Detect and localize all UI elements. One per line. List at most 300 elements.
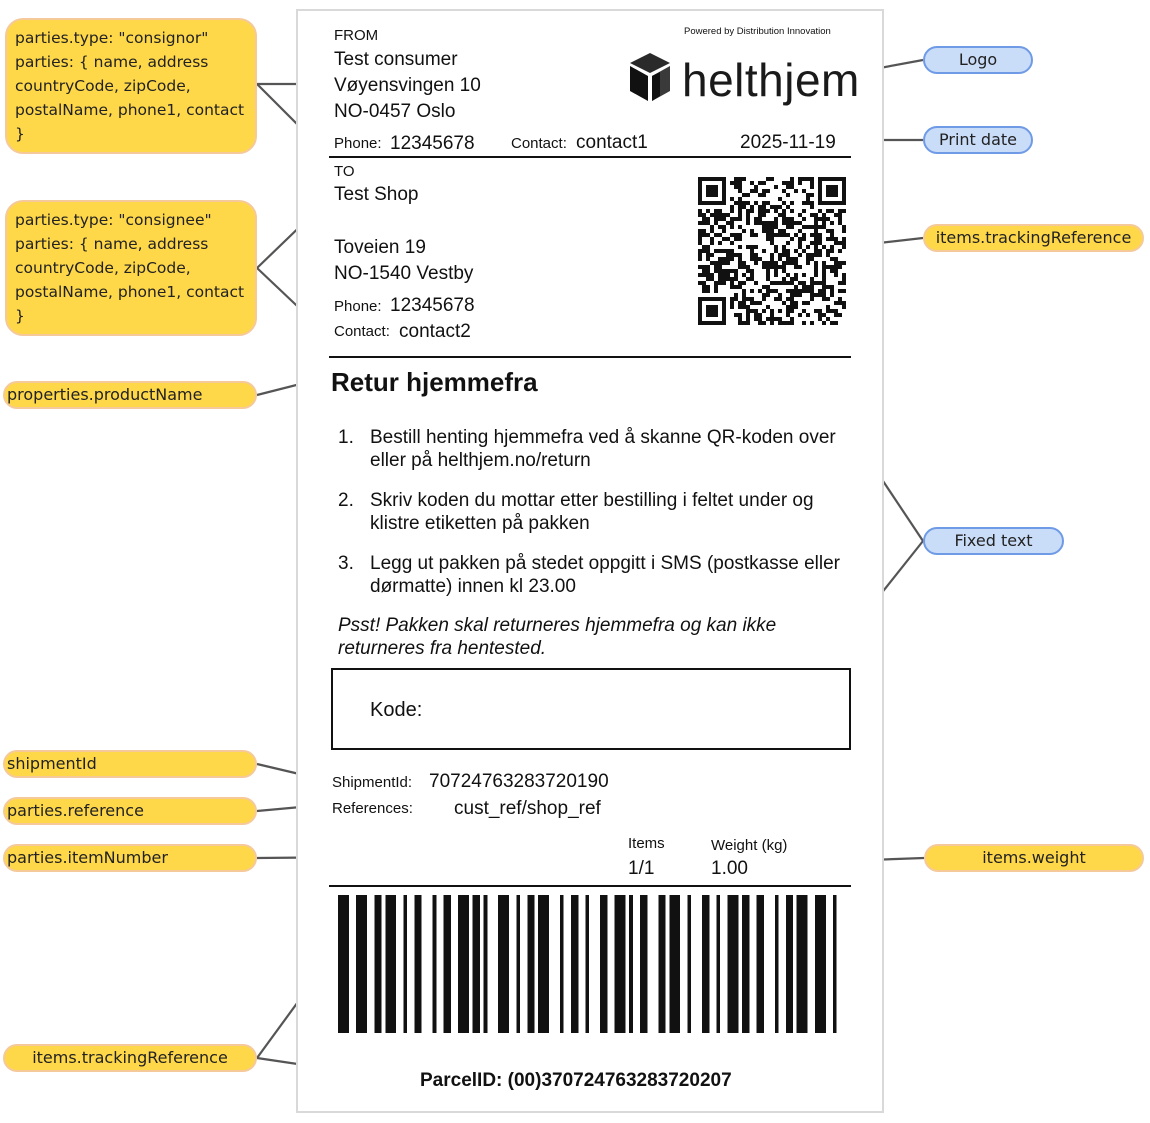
qr-module [698,197,702,201]
qr-module [698,297,702,301]
qr-module [790,209,794,213]
qr-module [786,221,790,225]
qr-module [722,177,726,181]
annotation-product-name: properties.productName [3,381,257,409]
qr-module [814,261,818,265]
code-box [331,668,851,750]
qr-module [698,221,702,225]
qr-module [746,321,750,325]
qr-module [802,189,806,193]
qr-module [786,225,790,229]
qr-module [842,289,846,293]
qr-module [822,313,826,317]
qr-module [774,281,778,285]
qr-module [770,229,774,233]
qr-module [710,321,714,325]
qr-module [814,229,818,233]
qr-module [758,181,762,185]
qr-module [778,281,782,285]
qr-module [766,269,770,273]
qr-module [706,233,710,237]
qr-module [738,245,742,249]
qr-module [734,217,738,221]
qr-module [722,217,726,221]
qr-module [730,181,734,185]
qr-module [790,217,794,221]
qr-module [722,305,726,309]
qr-module [826,309,830,313]
qr-module [834,273,838,277]
qr-module [782,233,786,237]
qr-module [810,177,814,181]
qr-module [722,201,726,205]
qr-module [698,317,702,321]
qr-module [778,317,782,321]
qr-module [798,237,802,241]
qr-module [786,289,790,293]
qr-module [706,269,710,273]
qr-module [766,285,770,289]
qr-module [730,253,734,257]
barcode-bar [586,895,590,1033]
shipping-label [296,9,884,1113]
qr-module [774,261,778,265]
qr-module [702,273,706,277]
qr-module [794,305,798,309]
qr-module [818,313,822,317]
instruction-item [338,426,848,472]
qr-module [810,193,814,197]
qr-module [754,185,758,189]
qr-module [806,313,810,317]
qr-module [794,233,798,237]
qr-module [702,281,706,285]
qr-module [718,281,722,285]
divider [329,885,851,887]
qr-module [822,245,826,249]
qr-module [726,257,730,261]
qr-module [830,257,834,261]
qr-module [722,321,726,325]
qr-module [822,297,826,301]
qr-module [830,293,834,297]
qr-module [706,217,710,221]
qr-module [738,257,742,261]
qr-module [734,181,738,185]
qr-module [802,273,806,277]
instruction-list [338,426,848,615]
qr-module [742,281,746,285]
qr-module [834,321,838,325]
qr-module [718,277,722,281]
qr-module [762,225,766,229]
qr-module [814,217,818,221]
qr-module [718,321,722,325]
qr-module [786,185,790,189]
qr-module [698,281,702,285]
barcode-bar [728,895,739,1033]
product-name: Retur hjemmefra [331,367,538,397]
qr-module [746,265,750,269]
barcode-bar [484,895,488,1033]
qr-module [714,249,718,253]
qr-module [782,217,786,221]
qr-module [722,189,726,193]
qr-module [750,289,754,293]
qr-module [718,265,722,269]
qr-module [786,233,790,237]
qr-module [798,241,802,245]
qr-module [814,253,818,257]
qr-module [770,313,774,317]
qr-module [826,253,830,257]
qr-module [822,289,826,293]
qr-module [802,281,806,285]
sender-postal: NO-0457 Oslo [334,101,456,122]
qr-module [810,241,814,245]
qr-module [718,177,722,181]
barcode-bar [833,895,837,1033]
qr-module [786,205,790,209]
qr-module [838,301,842,305]
qr-module [754,301,758,305]
qr-module [790,177,794,181]
barcode-bar [404,895,408,1033]
qr-module [734,185,738,189]
qr-module [790,321,794,325]
qr-module [754,189,758,193]
barcode-bar [629,895,633,1033]
qr-module [722,277,726,281]
qr-module [778,297,782,301]
qr-module [782,201,786,205]
qr-module [766,273,770,277]
qr-module [826,177,830,181]
qr-module [738,237,742,241]
qr-module [706,273,710,277]
qr-module [738,233,742,237]
qr-module [774,225,778,229]
qr-module [794,273,798,277]
qr-module [790,301,794,305]
qr-module [814,241,818,245]
qr-module [790,201,794,205]
qr-module [786,193,790,197]
qr-module [710,229,714,233]
qr-module [814,309,818,313]
qr-module [718,225,722,229]
qr-module [798,313,802,317]
qr-module [826,317,830,321]
references-value: cust_ref/shop_ref [454,798,601,819]
instruction-item [338,489,848,535]
qr-module [714,201,718,205]
annotation-item-number: parties.itemNumber [3,844,257,872]
qr-module [730,249,734,253]
qr-module [822,217,826,221]
qr-module [774,221,778,225]
qr-module [710,237,714,241]
qr-module [754,313,758,317]
qr-module [754,245,758,249]
qr-module [770,261,774,265]
annotation-reference: parties.reference [3,797,257,825]
qr-module [822,201,826,205]
qr-module [710,277,714,281]
qr-module [714,321,718,325]
qr-module [730,285,734,289]
qr-module [818,209,822,213]
qr-module [782,213,786,217]
qr-module [818,241,822,245]
qr-module [822,213,826,217]
weight-label: Weight (kg) [711,837,788,854]
qr-module [750,309,754,313]
qr-module [814,265,818,269]
qr-module [822,285,826,289]
qr-module [750,249,754,253]
qr-module [786,313,790,317]
qr-module [742,273,746,277]
qr-module [698,265,702,269]
qr-module [722,237,726,241]
qr-module [818,181,822,185]
qr-module [798,177,802,181]
qr-module [722,309,726,313]
qr-module [770,253,774,257]
qr-module [790,309,794,313]
qr-module [782,189,786,193]
qr-module [754,281,758,285]
shipment-id-label: ShipmentId: [332,774,413,791]
instruction-item [338,552,848,598]
qr-module [806,261,810,265]
qr-module [842,181,846,185]
qr-module [802,289,806,293]
barcode-bar [815,895,826,1033]
qr-module [786,305,790,309]
qr-module [746,269,750,273]
qr-module [714,221,718,225]
qr-module [834,257,838,261]
qr-module [814,221,818,225]
qr-module [830,177,834,181]
qr-module [722,273,726,277]
qr-module [706,249,710,253]
qr-module [822,221,826,225]
qr-module [702,229,706,233]
qr-module [754,233,758,237]
qr-module [806,177,810,181]
qr-module [822,269,826,273]
qr-module [738,265,742,269]
qr-module [830,245,834,249]
qr-module [834,241,838,245]
qr-module [786,181,790,185]
qr-module [830,285,834,289]
qr-module [834,265,838,269]
barcode-bar [702,895,709,1033]
qr-module [778,309,782,313]
barcode-bar [374,895,381,1033]
qr-module [754,257,758,261]
qr-module [810,321,814,325]
qr-module [826,249,830,253]
qr-module [698,193,702,197]
recipient-phone: 12345678 [390,295,475,316]
qr-module [838,201,842,205]
qr-module [766,233,770,237]
qr-module [766,237,770,241]
qr-module [810,297,814,301]
qr-module [782,269,786,273]
qr-module [730,197,734,201]
qr-module [810,289,814,293]
qr-module [746,221,750,225]
qr-module [730,205,734,209]
qr-module [794,265,798,269]
barcode-bar [571,895,578,1033]
qr-module [766,293,770,297]
qr-module [730,225,734,229]
qr-module [786,217,790,221]
barcode-bar [757,895,764,1033]
qr-module [806,285,810,289]
qr-module [750,205,754,209]
qr-module [698,237,702,241]
references-label: References: [332,800,413,817]
qr-module [698,233,702,237]
qr-module [730,301,734,305]
qr-module [698,189,702,193]
qr-module [838,289,842,293]
qr-module [766,189,770,193]
qr-module [766,277,770,281]
qr-module [790,289,794,293]
qr-module [838,209,842,213]
qr-module [714,177,718,181]
sender-contact-label: Contact: [511,135,567,152]
qr-module [810,277,814,281]
qr-module [746,277,750,281]
qr-module [742,301,746,305]
qr-module [714,233,718,237]
qr-module [786,241,790,245]
qr-module [794,257,798,261]
qr-module [790,237,794,241]
qr-module [826,265,830,269]
qr-module [762,205,766,209]
qr-module [698,241,702,245]
qr-module [838,213,842,217]
qr-module [790,221,794,225]
qr-module [722,281,726,285]
qr-module [698,249,702,253]
qr-module [730,233,734,237]
qr-module [834,301,838,305]
qr-module [714,261,718,265]
weight-value: 1.00 [711,858,748,879]
instruction-number: 3. [338,553,354,574]
qr-module [742,321,746,325]
qr-module [778,253,782,257]
qr-module [818,225,822,229]
qr-module [842,281,846,285]
qr-module [722,213,726,217]
qr-module [766,177,770,181]
qr-module [818,201,822,205]
qr-module [738,201,742,205]
qr-module [734,269,738,273]
qr-module [818,189,822,193]
qr-module [842,189,846,193]
qr-module [726,277,730,281]
barcode-bar [615,895,626,1033]
qr-module [742,205,746,209]
qr-module [770,321,774,325]
qr-module [810,201,814,205]
qr-module [810,225,814,229]
qr-module [830,209,834,213]
qr-module [706,265,710,269]
qr-module [706,257,710,261]
qr-module [778,257,782,261]
qr-module [750,181,754,185]
qr-module [746,297,750,301]
qr-module [798,181,802,185]
qr-module [834,213,838,217]
qr-module [702,297,706,301]
qr-module [754,221,758,225]
qr-module [750,277,754,281]
qr-module [738,313,742,317]
qr-module [786,253,790,257]
qr-module [814,281,818,285]
qr-module [762,297,766,301]
instruction-text: Skriv koden du mottar etter bestilling i feltet under og klistre etiketten på pakken [370,490,814,534]
qr-module [794,261,798,265]
qr-module [786,257,790,261]
qr-module [798,229,802,233]
recipient-address: Toveien 19 [334,237,426,258]
qr-module [834,261,838,265]
qr-module [826,285,830,289]
qr-module [738,301,742,305]
qr-module [706,289,710,293]
cube-logo-icon [628,51,672,103]
qr-module [766,265,770,269]
qr-module [802,309,806,313]
qr-module [814,293,818,297]
qr-module [726,249,730,253]
qr-module [790,281,794,285]
annotation-tracking-bottom: items.trackingReference [3,1044,257,1072]
qr-module [750,209,754,213]
qr-module [718,233,722,237]
qr-module [734,233,738,237]
qr-module [814,245,818,249]
qr-module [738,177,742,181]
qr-module [838,313,842,317]
barcode-bar [600,895,607,1033]
qr-module [842,305,846,309]
qr-module [838,221,842,225]
barcode-bar [458,895,469,1033]
qr-module [774,289,778,293]
qr-module [738,181,742,185]
qr-module [786,261,790,265]
qr-module [778,265,782,269]
